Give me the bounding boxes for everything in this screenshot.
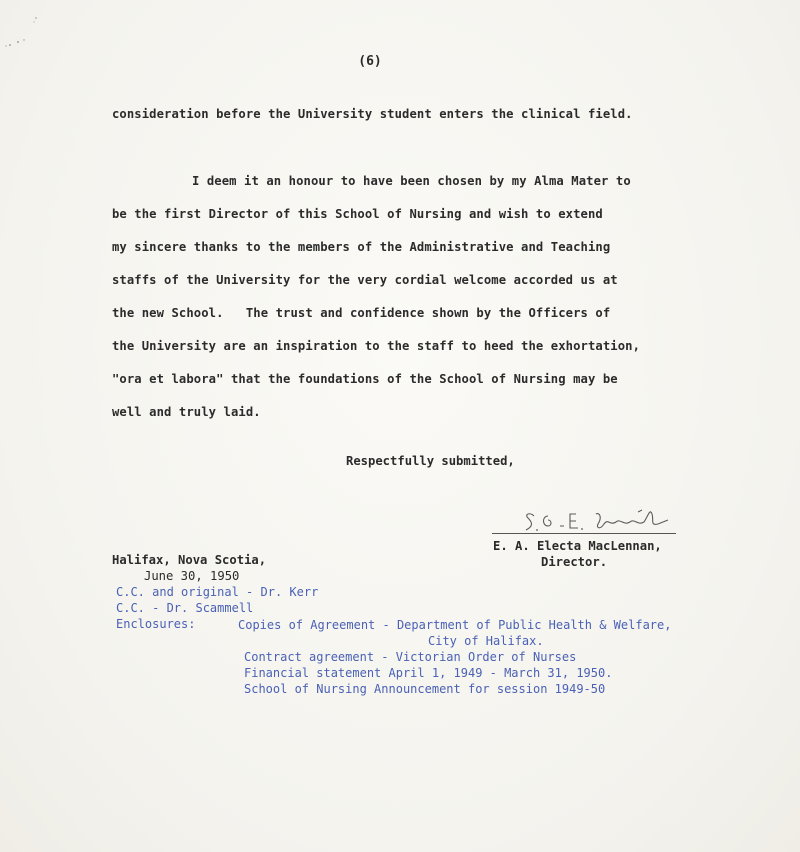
paragraph-line: my sincere thanks to the members of the Administrative and Teaching — [112, 240, 611, 254]
paragraph-line: "ora et labora" that the foundations of the School of Nursing may be — [112, 372, 618, 386]
closing-paragraph — [112, 173, 640, 437]
signer-title: Director. — [541, 555, 608, 569]
page-number: (6) — [358, 54, 382, 69]
closing-salutation: Respectfully submitted, — [346, 454, 515, 468]
cc-line: C.C. and original - Dr. Kerr — [116, 585, 319, 599]
paragraph-line: well and truly laid. — [112, 405, 261, 419]
place-and-date — [112, 552, 266, 584]
signer-name: E. A. Electa MacLennan, — [493, 539, 662, 553]
paragraph-line: I deem it an honour to have been chosen by my Alma Mater to — [192, 174, 631, 188]
enclosure-item: Financial statement April 1, 1949 - March 31, 1950. — [244, 666, 613, 680]
enclosure-item: Copies of Agreement - Department of Public Health & Welfare, — [238, 618, 672, 632]
opening-line: consideration before the University student enters the clinical field. — [112, 107, 633, 121]
paragraph-line: the new School. The trust and confidence shown by the Officers of — [112, 306, 611, 320]
letter-date: June 30, 1950 — [144, 569, 240, 583]
paragraph-line: staffs of the University for the very cordial welcome accorded us at — [112, 273, 618, 287]
paper-specks — [4, 12, 44, 52]
signature-line — [492, 533, 676, 534]
place-city: Halifax, Nova Scotia, — [112, 553, 267, 567]
enclosures-list — [238, 617, 671, 697]
enclosure-item: Contract agreement - Victorian Order of Nurses — [244, 650, 577, 664]
paragraph-line: be the first Director of this School of Nursing and wish to extend — [112, 207, 603, 221]
paragraph-line: the University are an inspiration to the staff to heed the exhortation, — [112, 339, 641, 353]
enclosures-label: Enclosures: — [116, 617, 196, 631]
enclosure-item: School of Nursing Announcement for session 1949-50 — [244, 682, 606, 696]
enclosure-item-continuation: City of Halifax. — [428, 634, 544, 648]
cc-line: C.C. - Dr. Scammell — [116, 601, 254, 615]
handwritten-signature — [520, 504, 690, 536]
signer-block — [493, 538, 662, 570]
